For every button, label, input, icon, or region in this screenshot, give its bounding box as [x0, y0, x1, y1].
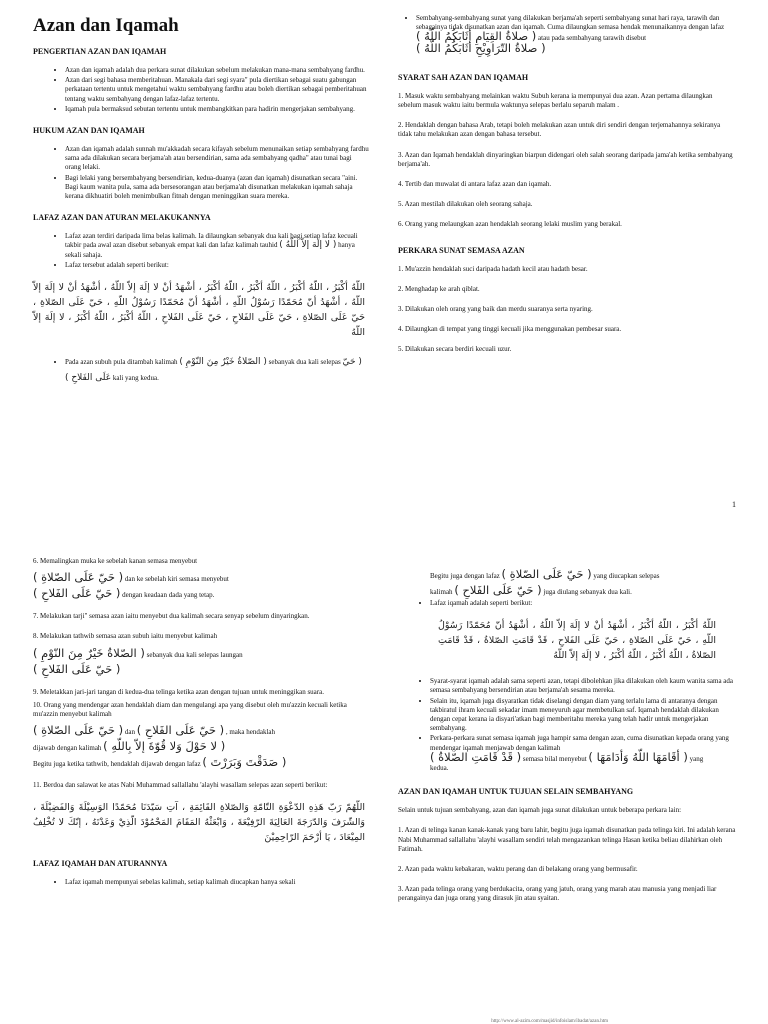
body-text: dijawab dengan kalimah — [33, 744, 102, 753]
body-text: Sembahyang-sembahyang sunat yang dilakukan berjama'ah seperti sembahyang sunat hari raya, tarawih dan sebagainya tidak disunatkan azan dan iqamah. Cuma dilaungkan semasa hendak menunaikannya dengan lafaz — [416, 14, 725, 32]
body-text: dan — [124, 728, 135, 737]
list-item — [416, 14, 736, 55]
arabic-phrase: ( حَيّ عَلَى الفَلاحِ ) — [65, 357, 362, 384]
body-text: , maka hendaklah — [225, 728, 276, 737]
arabic-row — [398, 583, 736, 599]
syarat-item: 4. Tertib dan muwalat di antara lafaz azan dan iqamah. — [398, 180, 552, 189]
arabic-row — [33, 586, 369, 602]
syarat-item: 3. Azan dan Iqamah hendaklah dinyaringkan biarpun didengari oleh salah seorang daripada jama'ah ketika sembahyang berjama'ah. — [398, 150, 733, 168]
iqamah-bullets — [398, 599, 736, 608]
sunat-item: 5. Dilakukan secara berdiri kecuali uzur. — [398, 345, 512, 354]
body-text: juga diulang sebanyak dua kali. — [543, 588, 632, 596]
body-text: semasa bilal menyebut — [522, 754, 587, 763]
source-url: http://www.al-azim.com/masjid/infoislam/ibadat/azan.htm — [491, 1019, 608, 1024]
body-text: yang diucapkan selepas — [593, 572, 660, 580]
lafaz-text: kali yang kedua. — [112, 374, 159, 383]
sunat-item: 1. Mu'azzin hendaklah suci daripada hadath kecil atau hadath besar. — [398, 264, 588, 273]
arabic-iqamah-text: اللّهُ أكْبَرُ ، اللّهُ أكْبَرُ ، أشْهَدُ أنْ لا إلَهَ إلاّ اللّهُ ، أشْهَدُ أنّ مُحَمّدًا رَسُوْلُ اللّهِ ، حَيّ عَلَى الصّلاةِ ، حَيّ عَلَى الفَلاحِ ، قَدْ قَامَتِ الصّلاةُ ، قَدْ قَامَتِ الصّلاةُ ، اللّهُ أكْبَرُ ، اللّهُ أكْبَرُ ، لا إلَهَ إلاّ اللّهُ — [438, 620, 716, 662]
arabic-phrase: ( حَيّ عَلَى الصّلاةِ ) — [33, 570, 124, 585]
lafaz-text: hanya sekali sahaja. — [65, 241, 355, 259]
list-item: • Lafaz iqamah adalah seperti berikut: — [430, 599, 736, 608]
arabic-phrase: ( صلاةُ القِيَامِ أثَابَكُمُ اللّهُ ) — [416, 29, 537, 44]
arabic-phrase: ( حَيّ عَلَى الصّلاةِ ) — [501, 567, 592, 581]
body-text: dengan keadaan dada yang tetap. — [122, 591, 215, 600]
sunat-item-10: 10. Orang yang mendengar azan hendaklah diam dan mengulangi apa yang disebut oleh mu'azzin kecuali ketika mu'azzin menyebut kalimah — [33, 700, 347, 719]
page2-right-column — [398, 567, 736, 915]
heading-pengertian: PENGERTIAN AZAN DAN IQAMAH — [33, 47, 167, 56]
pengertian-list — [33, 66, 369, 114]
page-number: 1 — [732, 500, 736, 509]
syarat-item: 5. Azan mestilah dilakukan oleh seorang sahaja. — [398, 200, 533, 209]
arabic-phrase: ( حَيّ عَلَى الفَلاحِ ) — [136, 723, 225, 738]
selain-intro: Selain untuk tujuan sembahyang, azan dan iqamah juga sunat dilakukan untuk beberapa perkara lain: — [398, 806, 682, 815]
heading-hukum: HUKUM AZAN DAN IQAMAH — [33, 126, 145, 136]
heading-lafaz-iqamah: LAFAZ IQAMAH DAN ATURANNYA — [33, 859, 168, 869]
body-text: sebanyak dua kali selepas laungan — [146, 650, 243, 659]
body-text: Begitu juga ketika tathwib, hendaklah dijawab dengan lafaz — [33, 760, 201, 769]
sunat-item-6: 6. Memalingkan muka ke sebelah kanan semasa menyebut — [33, 557, 198, 565]
iqamah-bullets-2 — [398, 677, 736, 773]
page-gap — [0, 526, 768, 540]
arabic-phrase: ( لا حَوْلَ وَلا قُوّةَ إلاّ بِاللّهِ ) — [103, 739, 226, 754]
selain-item: 2. Azan pada waktu kebakaran, waktu perang dan di belakang orang yang bermusafir. — [398, 865, 638, 874]
document-title: Azan dan Iqamah — [33, 15, 179, 36]
arabic-row — [398, 567, 736, 583]
body-text: Perkara-perkara sunat semasa iqamah juga hampir sama dengan azan, cuma disunatkan kepada orang yang mendengar iqamah menjawab dengan kalimah — [430, 734, 729, 752]
list-item: • Lafaz tersebut adalah seperti berikut: — [65, 261, 369, 270]
sunat-item: 4. Dilaungkan di tempat yang tinggi kecuali jika menggunakan pembesar suara. — [398, 325, 622, 334]
body-text: kedua. — [430, 764, 449, 773]
list-item — [65, 354, 369, 386]
syarat-item: 6. Orang yang melaungkan azan hendaklah seorang lelaki muslim yang berakal. — [398, 220, 622, 229]
selain-item: 3. Azan pada telinga orang yang berdukacita, orang yang jatuh, orang yang marah atau manusia yang menjadi liar perangainya dan juga orang yang dirasuk jin atau syaitan. — [398, 885, 717, 903]
list-item: • Lafaz iqamah mempunyai sebelas kalimah, setiap kalimah diucapkan hanya sekali — [65, 878, 369, 887]
arabic-phrase: ( حَيّ عَلَى الفَلاحِ ) — [454, 583, 542, 597]
iqamah-list — [33, 878, 369, 887]
syarat-item: 2. Hendaklah dengan bahasa Arab, tetapi boleh melakukan azan untuk diri sendiri dengan terjemahannya sekiranya tidak tahu melakukan azan dengan bahasa tersebut. — [398, 121, 721, 139]
arabic-azan-text: اللّهُ أكْبَرُ ، اللّهُ أكْبَرُ ، اللّهُ أكْبَرُ ، اللّهُ أكْبَرُ ، أشْهَدُ أنْ لا إلَهَ إلاّ اللّهُ ، أشْهَدُ أنْ لا إلَهَ إلاّ اللّهُ ، أشْهَدُ أنّ مُحَمّدًا رَسُوْلُ اللّهِ ، أشْهَدُ أنّ مُحَمّدًا رَسُوْلُ اللّهِ ، حَيّ عَلَى الصّلاةِ ، حَيّ عَلَى الصّلاةِ ، حَيّ عَلَى الفَلاحِ ، حَيّ عَلَى الفَلاحِ ، اللّهُ أكْبَرُ ، اللّهُ أكْبَرُ ، لا إلَهَ إلاّ اللّهُ — [33, 282, 365, 339]
heading-perkara-sunat: PERKARA SUNAT SEMASA AZAN — [398, 245, 525, 255]
body-text: atau pada sembahyang tarawih disebut — [538, 34, 647, 43]
arabic-doa-text: اللّهُمّ رَبّ هَذِهِ الدّعْوَةِ التّامّةِ وَالصّلاةِ القَائِمَةِ ، آتِ سَيّدَنَا مُحَمّدًا الوَسِيْلَةَ وَالفَضِيْلَةَ ، وَالشّرَفَ وَالدّرَجَةَ العَالِيَةَ الرّفِيْعَةَ ، وَابْعَثْهُ المَقَامَ المَحْمُوْدَ الّذِيْ وَعَدْتَهُ ، إنّكَ لا تُخْلِفُ المِيْعَادَ ، يَا أرْحَمَ الرّاحِمِيْنَ — [33, 802, 365, 844]
page1-left-column — [33, 14, 369, 394]
lafaz-text: sebanyak dua kali selepas — [268, 358, 341, 367]
list-item: • Iqamah pula bermaksud sebutan tertentu untuk membangkitkan para hadirin mengerjakan sembahyang. — [65, 105, 369, 114]
arabic-phrase: ( أقَامَهَا اللّهُ وَأدَامَهَا ) — [588, 749, 688, 764]
arabic-row — [33, 723, 369, 739]
arabic-phrase: ( لا إلَهَ إلاّ اللّهُ ) — [279, 240, 337, 251]
arabic-phrase: ( حَيّ عَلَى الفَلاحِ ) — [33, 586, 121, 601]
list-item: • Azan dan iqamah adalah dua perkara sunat dilakukan sebelum melakukan mana-mana sembahyang fardhu. — [65, 66, 369, 75]
lafaz-list-2 — [33, 354, 369, 386]
list-item: • Bagi lelaki yang bersembahyang bersendirian, kedua-duanya (azan dan iqamah) disunatkan secara "aini. Bagi kaum wanita pula, sama ada bersesorangan atau berjama'ah disunatkan melakukan iqamah sahaja kerana dikhuatiri boleh menimbulkan fitnah dengan meninggikan suara mereka. — [65, 174, 369, 202]
lafaz-text: Pada azan subuh pula ditambah kalimah — [65, 358, 178, 367]
heading-lafaz-azan: LAFAZ AZAN DAN ATURAN MELAKUKANNYA — [33, 213, 211, 223]
arabic-phrase: ( الصّلاةُ خَيْرٌ مِنَ النّوْمِ ) — [179, 357, 267, 368]
arabic-row — [33, 755, 369, 771]
list-item: • Selain itu, iqamah juga disyaratkan tidak diselangi dengan diam yang terlalu lama di antaranya dengan takbiratul ihram kecuali sekadar imam meneyuruh agar membetulkan saf. Iqamah hendaklah dilakukan dengan cepat kerana ia disyari'atkan bagi memberitahu mereka yang telah hadir untuk mengerjakan sembahyang. — [430, 697, 736, 734]
sunat-item-8: 8. Melakukan tathwib semasa azan subuh iaitu menyebut kalimah — [33, 632, 218, 641]
page2-left-column — [33, 557, 369, 896]
arabic-row — [33, 646, 369, 662]
arabic-row — [33, 662, 369, 678]
list-item: • Syarat-syarat iqamah adalah sama seperti azan, tetapi dibolehkan jika dilakukan oleh kaum wanita sama ada semasa sembahyang bersendirian atau berjama'ah sesama mereka. — [430, 677, 736, 695]
arabic-phrase: ( الصّلاةُ خَيْرٌ مِنَ النّوْمِ ) — [33, 645, 145, 660]
arabic-phrase: ( صَدَقْتَ وَبَرَرْتَ ) — [202, 755, 287, 770]
list-item — [430, 734, 736, 773]
lafaz-text: Lafaz azan terdiri daripada lima belas kalimah. Ia dilaungkan sebanyak dua kali bagi setiap lafaz kecuali takbir pada awal azan disebut sebanyak empat kali dan lafaz kalimah tauhid — [65, 232, 358, 250]
body-text: kalimah — [430, 588, 453, 596]
arabic-phrase: ( حَيّ عَلَى الصّلاةِ ) — [33, 723, 124, 738]
document-page-2 — [0, 540, 768, 1024]
sunat-item-9: 9. Meletakkan jari-jari tangan di kedua-dua telinga ketika azan dengan tujuan untuk meninggikan suara. — [33, 687, 324, 696]
sunat-item: 2. Menghadap ke arah qiblat. — [398, 284, 480, 293]
body-text: Begitu juga dengan lafaz — [430, 572, 500, 580]
list-item: • Azan dari segi bahasa memberitahuan. Manakala dari segi syara" pula diertikan sebagai suatu gabungan perkataan tertentu untuk mengetahui waktu sembahyang fardhu atau boleh diertikan sebagai pemberitahuan tentang waktu sembahyang dengan lafaz-lafaz tertentu. — [65, 76, 369, 104]
heading-syarat: SYARAT SAH AZAN DAN IQAMAH — [398, 72, 529, 82]
arabic-row — [33, 570, 369, 586]
heading-selain-sembahyang: AZAN DAN IQAMAH UNTUK TUJUAN SELAIN SEMBAHYANG — [398, 787, 634, 797]
sunat-item: 3. Dilakukan oleh orang yang baik dan merdu suaranya serta nyaring. — [398, 305, 593, 314]
arabic-row — [33, 739, 369, 755]
body-text: yang — [689, 754, 704, 763]
list-item — [65, 232, 369, 260]
sunat-item-7: 7. Melakukan tarji" semasa azan iaitu menyebut dua kalimah secara senyap sebelum dinyaringkan. — [33, 612, 310, 621]
sunat-item-11: 11. Berdoa dan salawat ke atas Nabi Muhammad sallallahu 'alayhi wasallam selepas azan seperti berikut: — [33, 781, 328, 790]
arabic-phrase: ( حَيّ عَلَى الفَلاحِ ) — [33, 661, 121, 676]
body-text: dan ke sebelah kiri semasa menyebut — [124, 575, 229, 584]
selain-item: 1. Azan di telinga kanan kanak-kanak yang baru lahir, begitu juga iqamah disunatkan pada telinga kiri. Ini adalah kerana Nabi Muhammad sallallahu 'alayhi wasallam sendiri telah mengazankan telinga Hasan ketika beliau dilahirkan oleh Fatimah. — [398, 826, 736, 853]
arabic-phrase: ( صلاةُ التّرَاوِيْحِ أثَابَكُمُ اللّهُ ) — [416, 40, 546, 55]
hukum-list — [33, 145, 369, 201]
arabic-phrase: ( قَدْ قَامَتِ الصّلاةُ ) — [430, 749, 522, 764]
page1-right-column — [398, 14, 736, 366]
sunat-sembahyang-list — [398, 14, 736, 55]
lafaz-list — [33, 232, 369, 270]
list-item: • Azan dan iqamah adalah sunnah mu'akkadah secara kifayah sebelum menunaikan setiap sembahyang fardhu sama ada dilakukan secara berjama'ah atau bersendirian, sama ada sembahyang qadha" atau tunai bagi orang lelaki. — [65, 145, 369, 173]
syarat-item: 1. Masuk waktu sembahyang melainkan waktu Subuh kerana ia mempunyai dua azan. Azan pertama dilaungkan sebelum masuk waktu iaitu bermula waktunya selepas berlalu separuh malam . — [398, 91, 713, 110]
